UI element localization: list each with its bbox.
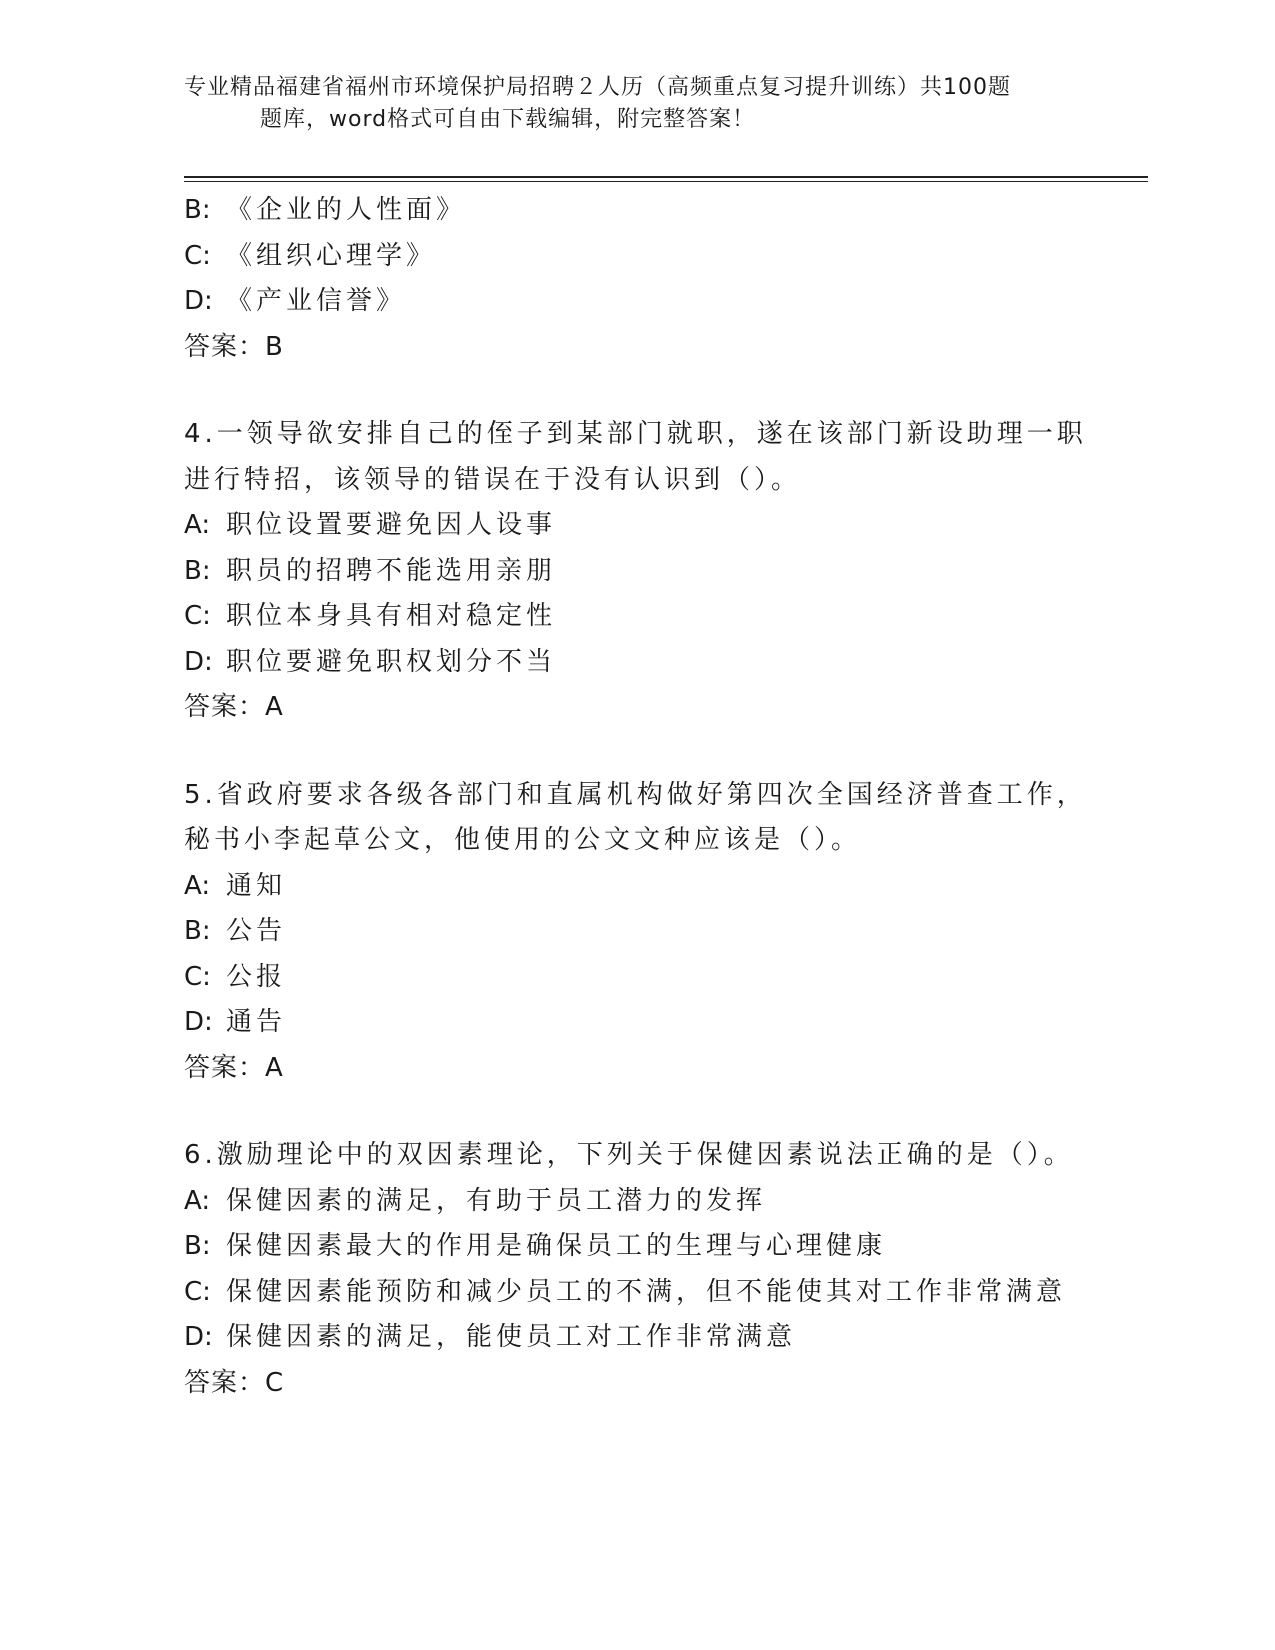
header-divider-thin bbox=[184, 181, 1148, 182]
option-text: 通告 bbox=[226, 1007, 287, 1037]
question-stem: 进行特招，该领导的错误在于没有认识到（）。 bbox=[184, 464, 802, 495]
option-text: 职位本身具有相对稳定性 bbox=[226, 601, 557, 631]
option-row bbox=[184, 503, 1144, 549]
option-key: C: bbox=[184, 601, 211, 631]
question-content bbox=[184, 188, 1144, 1406]
header-divider-thick bbox=[184, 176, 1148, 178]
option-key: A: bbox=[184, 870, 211, 901]
option-key: B: bbox=[184, 195, 211, 225]
question-spacer bbox=[184, 1091, 1144, 1133]
option-row bbox=[184, 234, 1144, 280]
question-stem: 5.省政府要求各级各部门和直属机构做好第四次全国经济普查工作， bbox=[184, 779, 1087, 810]
question-stem: 秘书小李起草公文，他使用的公文文种应该是（）。 bbox=[184, 825, 862, 855]
option-text: 职员的招聘不能选用亲朋 bbox=[226, 555, 557, 586]
option-text: 职位要避免职权划分不当 bbox=[226, 646, 557, 677]
document-header bbox=[184, 72, 1084, 136]
header-title-line-1: 专业精品福建省福州市环境保护局招聘２人历（高频重点复习提升训练）共100题 bbox=[184, 75, 1011, 100]
option-text: 保健因素的满足，有助于员工潜力的发挥 bbox=[226, 1185, 767, 1216]
option-key: C: bbox=[184, 961, 211, 992]
option-row bbox=[184, 594, 1144, 640]
option-row bbox=[184, 955, 1144, 1001]
option-key: D: bbox=[184, 286, 213, 316]
option-key: C: bbox=[184, 240, 211, 271]
option-text: 《企业的人性面》 bbox=[226, 195, 467, 225]
option-row bbox=[184, 1000, 1144, 1046]
option-row bbox=[184, 864, 1144, 910]
option-row bbox=[184, 1315, 1144, 1361]
header-title-line-2: 题库，word格式可自由下载编辑，附完整答案！ bbox=[260, 107, 756, 132]
option-text: 保健因素的满足，能使员工对工作非常满意 bbox=[226, 1322, 797, 1352]
option-key: D: bbox=[184, 1007, 213, 1037]
option-row bbox=[184, 279, 1144, 325]
option-text: 职位设置要避免因人设事 bbox=[226, 510, 557, 540]
option-key: D: bbox=[184, 646, 213, 677]
option-key: B: bbox=[184, 555, 211, 586]
option-row bbox=[184, 909, 1144, 955]
question-block-6 bbox=[184, 1133, 1144, 1406]
option-row bbox=[184, 640, 1144, 686]
question-spacer bbox=[184, 370, 1144, 412]
question-stem: 4.一领导欲安排自己的侄子到某部门就职，遂在该部门新设助理一职 bbox=[184, 419, 1087, 449]
option-row bbox=[184, 1224, 1144, 1270]
option-row bbox=[184, 1270, 1144, 1316]
option-key: A: bbox=[184, 1185, 211, 1216]
answer-line: 答案：B bbox=[184, 331, 284, 362]
option-row bbox=[184, 188, 1144, 234]
option-key: B: bbox=[184, 916, 211, 946]
option-text: 通知 bbox=[226, 870, 287, 901]
option-text: 保健因素最大的作用是确保员工的生理与心理健康 bbox=[226, 1231, 887, 1261]
option-text: 保健因素能预防和减少员工的不满，但不能使其对工作非常满意 bbox=[226, 1276, 1067, 1307]
option-row bbox=[184, 549, 1144, 595]
option-key: A: bbox=[184, 510, 211, 540]
carry-over-question bbox=[184, 188, 1144, 370]
option-key: C: bbox=[184, 1276, 211, 1307]
question-stem: 6.激励理论中的双因素理论，下列关于保健因素说法正确的是（）。 bbox=[184, 1140, 1074, 1170]
question-block-4 bbox=[184, 412, 1144, 731]
option-text: 《产业信誉》 bbox=[226, 286, 407, 316]
answer-line: 答案：A bbox=[184, 692, 284, 722]
option-text: 公报 bbox=[226, 961, 287, 992]
option-key: D: bbox=[184, 1322, 213, 1352]
option-text: 《组织心理学》 bbox=[226, 240, 437, 271]
answer-line: 答案：C bbox=[184, 1367, 285, 1398]
option-text: 公告 bbox=[226, 916, 287, 946]
option-row bbox=[184, 1179, 1144, 1225]
answer-line: 答案：A bbox=[184, 1052, 284, 1083]
question-spacer bbox=[184, 731, 1144, 773]
option-key: B: bbox=[184, 1231, 211, 1261]
question-block-5 bbox=[184, 773, 1144, 1092]
